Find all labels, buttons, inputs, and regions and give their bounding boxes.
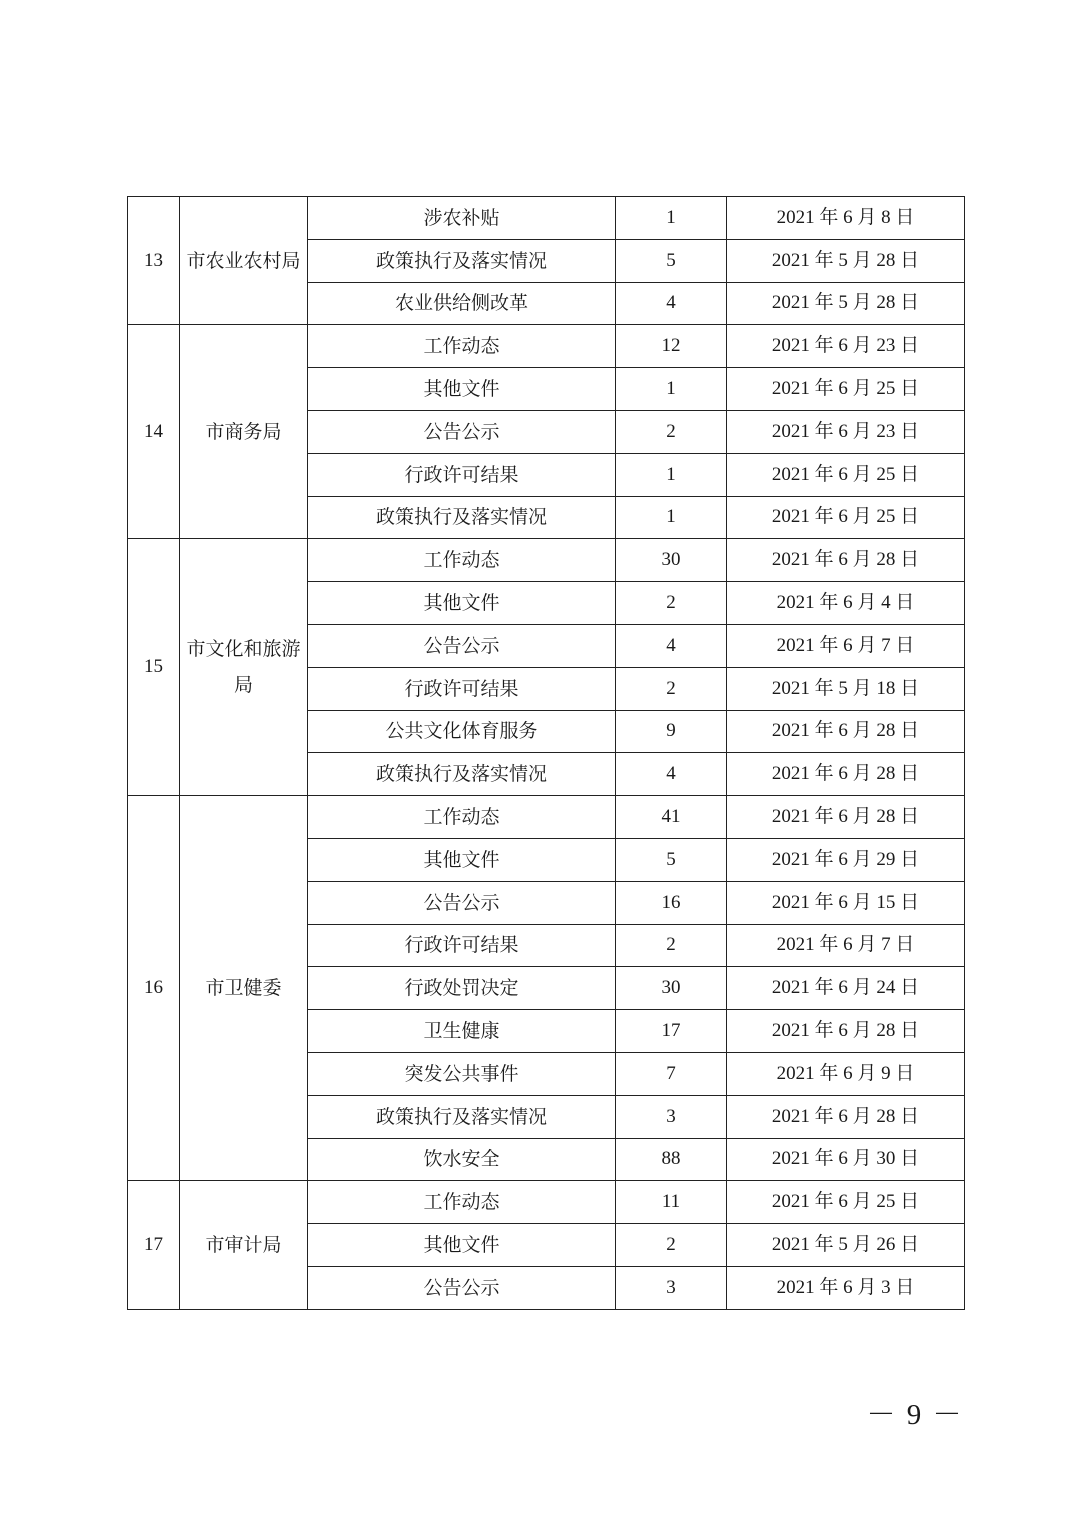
category-cell: 政策执行及落实情况 — [308, 1095, 616, 1138]
date-cell: 2021 年 6 月 28 日 — [727, 710, 965, 753]
date-cell: 2021 年 6 月 7 日 — [727, 624, 965, 667]
count-cell: 17 — [616, 1010, 727, 1053]
category-cell: 农业供给侧改革 — [308, 282, 616, 325]
category-cell: 政策执行及落实情况 — [308, 239, 616, 282]
count-cell: 30 — [616, 967, 727, 1010]
table-row — [128, 539, 965, 582]
item-number: 15 — [128, 539, 180, 796]
count-cell: 1 — [616, 496, 727, 539]
category-cell: 工作动态 — [308, 1181, 616, 1224]
count-cell: 30 — [616, 539, 727, 582]
count-cell: 2 — [616, 1224, 727, 1267]
date-cell: 2021 年 6 月 23 日 — [727, 325, 965, 368]
category-cell: 工作动态 — [308, 796, 616, 839]
date-cell: 2021 年 6 月 29 日 — [727, 838, 965, 881]
count-cell: 11 — [616, 1181, 727, 1224]
count-cell: 88 — [616, 1138, 727, 1181]
category-cell: 行政处罚决定 — [308, 967, 616, 1010]
category-cell: 公共文化体育服务 — [308, 710, 616, 753]
count-cell: 4 — [616, 282, 727, 325]
count-cell: 1 — [616, 197, 727, 240]
category-cell: 公告公示 — [308, 410, 616, 453]
date-cell: 2021 年 6 月 25 日 — [727, 1181, 965, 1224]
category-cell: 饮水安全 — [308, 1138, 616, 1181]
date-cell: 2021 年 6 月 24 日 — [727, 967, 965, 1010]
count-cell: 4 — [616, 753, 727, 796]
date-cell: 2021 年 6 月 28 日 — [727, 796, 965, 839]
category-cell: 其他文件 — [308, 582, 616, 625]
count-cell: 2 — [616, 924, 727, 967]
date-cell: 2021 年 6 月 28 日 — [727, 1095, 965, 1138]
category-cell: 政策执行及落实情况 — [308, 753, 616, 796]
category-cell: 政策执行及落实情况 — [308, 496, 616, 539]
date-cell: 2021 年 6 月 25 日 — [727, 453, 965, 496]
date-cell: 2021 年 6 月 25 日 — [727, 496, 965, 539]
count-cell: 2 — [616, 410, 727, 453]
count-cell: 1 — [616, 453, 727, 496]
count-cell: 9 — [616, 710, 727, 753]
category-cell: 其他文件 — [308, 1224, 616, 1267]
count-cell: 7 — [616, 1052, 727, 1095]
department-name-line2: 局 — [233, 674, 253, 697]
department-name: 市商务局 — [180, 325, 308, 539]
count-cell: 1 — [616, 368, 727, 411]
department-name: 市审计局 — [180, 1181, 308, 1309]
department-name: 市卫健委 — [180, 796, 308, 1181]
date-cell: 2021 年 6 月 23 日 — [727, 410, 965, 453]
category-cell: 涉农补贴 — [308, 197, 616, 240]
category-cell: 其他文件 — [308, 368, 616, 411]
date-cell: 2021 年 6 月 28 日 — [727, 539, 965, 582]
item-number: 17 — [128, 1181, 180, 1309]
item-number: 16 — [128, 796, 180, 1181]
category-cell: 其他文件 — [308, 838, 616, 881]
date-cell: 2021 年 6 月 15 日 — [727, 881, 965, 924]
date-cell: 2021 年 5 月 18 日 — [727, 667, 965, 710]
category-cell: 公告公示 — [308, 1266, 616, 1309]
category-cell: 公告公示 — [308, 624, 616, 667]
table-row — [128, 325, 965, 368]
count-cell: 2 — [616, 582, 727, 625]
item-number: 13 — [128, 197, 180, 325]
category-cell: 工作动态 — [308, 539, 616, 582]
table-row — [128, 197, 965, 240]
page-number: － 9 － — [866, 1399, 964, 1431]
date-cell: 2021 年 6 月 8 日 — [727, 197, 965, 240]
date-cell: 2021 年 5 月 28 日 — [727, 239, 965, 282]
count-cell: 4 — [616, 624, 727, 667]
category-cell: 卫生健康 — [308, 1010, 616, 1053]
department-name-line1: 市文化和旅游 — [186, 638, 301, 661]
count-cell: 5 — [616, 838, 727, 881]
count-cell: 5 — [616, 239, 727, 282]
category-cell: 公告公示 — [308, 881, 616, 924]
date-cell: 2021 年 6 月 7 日 — [727, 924, 965, 967]
date-cell: 2021 年 6 月 28 日 — [727, 753, 965, 796]
item-number: 14 — [128, 325, 180, 539]
count-cell: 3 — [616, 1095, 727, 1138]
date-cell: 2021 年 5 月 28 日 — [727, 282, 965, 325]
date-cell: 2021 年 6 月 9 日 — [727, 1052, 965, 1095]
date-cell: 2021 年 6 月 3 日 — [727, 1266, 965, 1309]
count-cell: 41 — [616, 796, 727, 839]
department-name — [180, 539, 308, 796]
date-cell: 2021 年 6 月 30 日 — [727, 1138, 965, 1181]
category-cell: 行政许可结果 — [308, 667, 616, 710]
category-cell: 行政许可结果 — [308, 924, 616, 967]
department-name: 市农业农村局 — [180, 197, 308, 325]
category-cell: 工作动态 — [308, 325, 616, 368]
count-cell: 2 — [616, 667, 727, 710]
disclosure-table — [127, 196, 965, 1310]
table-row — [128, 1181, 965, 1224]
date-cell: 2021 年 5 月 26 日 — [727, 1224, 965, 1267]
count-cell: 3 — [616, 1266, 727, 1309]
count-cell: 16 — [616, 881, 727, 924]
category-cell: 行政许可结果 — [308, 453, 616, 496]
date-cell: 2021 年 6 月 25 日 — [727, 368, 965, 411]
date-cell: 2021 年 6 月 28 日 — [727, 1010, 965, 1053]
table-row — [128, 796, 965, 839]
date-cell: 2021 年 6 月 4 日 — [727, 582, 965, 625]
count-cell: 12 — [616, 325, 727, 368]
category-cell: 突发公共事件 — [308, 1052, 616, 1095]
